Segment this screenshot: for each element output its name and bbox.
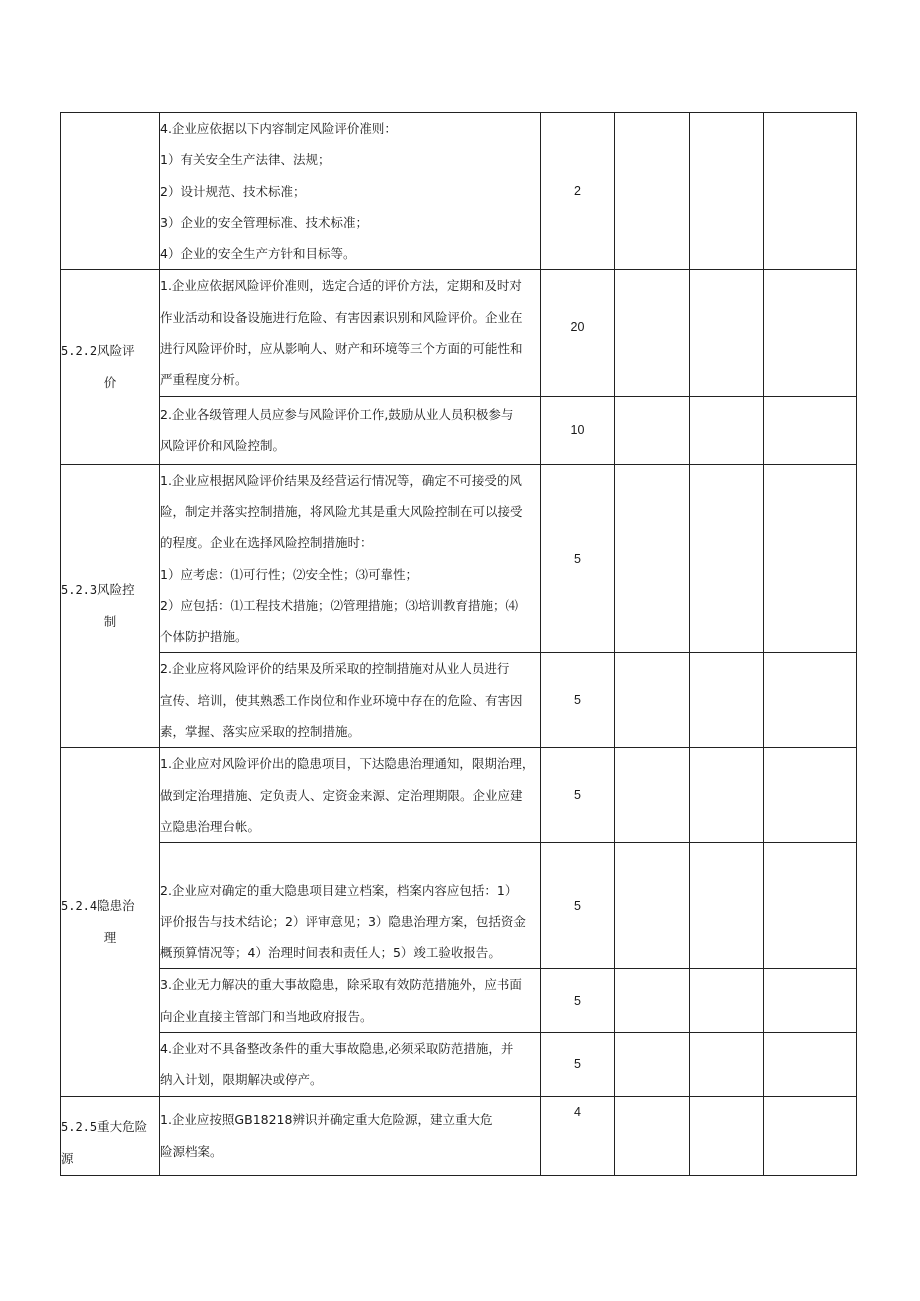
requirement-cell <box>160 653 541 748</box>
item-number: 5.2.5 <box>61 1119 98 1134</box>
requirement-line: 4.企业对不具备整改条件的重大事故隐患,必须采取防范措施，并 <box>160 1041 514 1057</box>
item-label-cont: 制 <box>103 614 117 629</box>
blank-cell <box>764 464 857 653</box>
requirement-line: 险源档案。 <box>160 1143 223 1159</box>
item-number: 5.2.2 <box>61 344 98 359</box>
requirement-cell <box>160 113 541 270</box>
item-cell <box>61 1096 160 1175</box>
blank-cell <box>690 464 764 653</box>
requirement-line: 1.企业应按照GB18218辨识并确定重大危险源，建立重大危 <box>160 1112 493 1128</box>
requirement-line: 纳入计划，限期解决或停产。 <box>160 1072 323 1088</box>
blank-cell <box>690 1033 764 1097</box>
blank-cell <box>764 1096 857 1175</box>
blank-cell <box>764 653 857 748</box>
requirement-line: 1.企业应对风险评价出的隐患项目，下达隐患治理通知，限期治理， <box>160 756 535 772</box>
score-cell: 20 <box>541 270 615 396</box>
requirement-cell <box>160 748 541 843</box>
blank-cell <box>764 843 857 969</box>
item-label-cont: 理 <box>103 929 117 945</box>
requirement-line: 风险评价和风险控制。 <box>160 438 286 454</box>
requirement-line: 的程度。企业在选择风险控制措施时： <box>160 535 373 551</box>
requirement-line: 向企业直接主管部门和当地政府报告。 <box>160 1008 373 1024</box>
requirement-line: 素，掌握、落实应采取的控制措施。 <box>160 724 361 740</box>
score-cell: 5 <box>541 969 615 1033</box>
blank-cell <box>690 843 764 969</box>
requirement-cell <box>160 1096 541 1175</box>
blank-cell <box>690 748 764 843</box>
blank-cell <box>615 653 690 748</box>
requirement-line: 严重程度分析。 <box>160 372 248 388</box>
requirement-line: 4.企业应依据以下内容制定风险评价准则： <box>160 121 397 136</box>
item-label: 重大危险源 <box>61 1118 148 1166</box>
requirement-line: 1）有关安全生产法律、法规； <box>160 152 331 168</box>
blank-cell <box>615 270 690 396</box>
requirement-line: 进行风险评价时，应从影响人、财产和环境等三个方面的可能性和 <box>160 341 523 357</box>
blank-cell <box>764 396 857 464</box>
requirement-line: 2.企业应对确定的重大隐患项目建立档案，档案内容应包括：1） <box>160 882 518 898</box>
table-row <box>61 1033 857 1097</box>
table-row <box>61 653 857 748</box>
requirement-cell <box>160 1033 541 1097</box>
item-label-cont: 价 <box>103 375 117 391</box>
requirement-cell <box>160 396 541 464</box>
score-cell: 5 <box>541 653 615 748</box>
score-cell: 5 <box>541 464 615 653</box>
requirement-line: 2）设计规范、技术标准； <box>160 183 306 199</box>
score-cell: 2 <box>541 113 615 270</box>
blank-cell <box>690 969 764 1033</box>
requirement-line: 险，制定并落实控制措施，将风险尤其是重大风险控制在可以接受 <box>160 503 523 519</box>
blank-cell <box>615 748 690 843</box>
blank-cell <box>615 1033 690 1097</box>
score-cell: 5 <box>541 748 615 843</box>
item-cell <box>61 270 160 464</box>
evaluation-table <box>60 112 857 1176</box>
blank-cell <box>764 748 857 843</box>
item-label: 隐患治 <box>97 897 135 913</box>
blank-cell <box>615 464 690 653</box>
table-row <box>61 1096 857 1175</box>
item-cell-empty <box>61 113 160 270</box>
requirement-line: 宣传、培训，使其熟悉工作岗位和作业环境中存在的危险、有害因 <box>160 692 523 708</box>
item-cell <box>61 748 160 1096</box>
score-cell: 5 <box>541 1033 615 1097</box>
blank-cell <box>615 1096 690 1175</box>
score-cell: 5 <box>541 843 615 969</box>
requirement-line: 1）应考虑：⑴可行性；⑵安全性；⑶可靠性； <box>160 566 418 582</box>
requirement-cell <box>160 464 541 653</box>
requirement-line: 1.企业应根据风险评价结果及经营运行情况等，确定不可接受的风 <box>160 472 522 488</box>
table-row <box>61 969 857 1033</box>
requirement-line <box>160 843 540 874</box>
table-row <box>61 843 857 969</box>
requirement-line: 作业活动和设备设施进行危险、有害因素识别和风险评价。企业在 <box>160 309 523 325</box>
blank-cell <box>764 113 857 270</box>
requirement-line: 评价报告与技术结论；2）评审意见；3）隐患治理方案，包括资金 <box>160 913 526 929</box>
score-cell: 10 <box>541 396 615 464</box>
blank-cell <box>615 969 690 1033</box>
item-number: 5.2.4 <box>61 898 98 913</box>
blank-cell <box>764 1033 857 1097</box>
blank-cell <box>615 396 690 464</box>
blank-cell <box>764 969 857 1033</box>
requirement-line: 2.企业各级管理人员应参与风险评价工作,鼓励从业人员积极参与 <box>160 406 514 422</box>
score-cell: 4 <box>541 1096 615 1175</box>
item-label: 风险控 <box>97 582 135 597</box>
requirement-cell <box>160 969 541 1033</box>
item-label: 风险评 <box>97 343 135 359</box>
blank-cell <box>690 1096 764 1175</box>
blank-cell <box>615 113 690 270</box>
item-cell <box>61 464 160 748</box>
blank-cell <box>690 396 764 464</box>
requirement-line: 2）应包括：⑴工程技术措施；⑵管理措施；⑶培训教育措施；⑷ <box>160 597 518 613</box>
requirement-line: 3）企业的安全管理标准、技术标准； <box>160 214 368 230</box>
blank-cell <box>764 270 857 396</box>
requirement-cell <box>160 843 541 969</box>
requirement-line: 1.企业应依据风险评价准则，选定合适的评价方法，定期和及时对 <box>160 278 522 294</box>
requirement-line: 概预算情况等；4）治理时间表和责任人；5）竣工验收报告。 <box>160 945 501 961</box>
table-row <box>61 270 857 396</box>
blank-cell <box>690 270 764 396</box>
requirement-line: 2.企业应将风险评价的结果及所采取的控制措施对从业人员进行 <box>160 661 510 677</box>
requirement-line: 立隐患治理台帐。 <box>160 818 261 834</box>
requirement-line: 做到定治理措施、定负责人、定资金来源、定治理期限。企业应建 <box>160 787 523 803</box>
table-row <box>61 113 857 270</box>
requirement-line: 个体防护措施。 <box>160 629 248 645</box>
blank-cell <box>615 843 690 969</box>
blank-cell <box>690 113 764 270</box>
table-row <box>61 748 857 843</box>
blank-cell <box>690 653 764 748</box>
requirement-line: 4）企业的安全生产方针和目标等。 <box>160 246 356 262</box>
item-number: 5.2.3 <box>61 583 98 597</box>
requirement-cell <box>160 270 541 396</box>
requirement-line: 3.企业无力解决的重大事故隐患，除采取有效防范措施外，应书面 <box>160 977 522 993</box>
table-row <box>61 464 857 653</box>
table-row <box>61 396 857 464</box>
